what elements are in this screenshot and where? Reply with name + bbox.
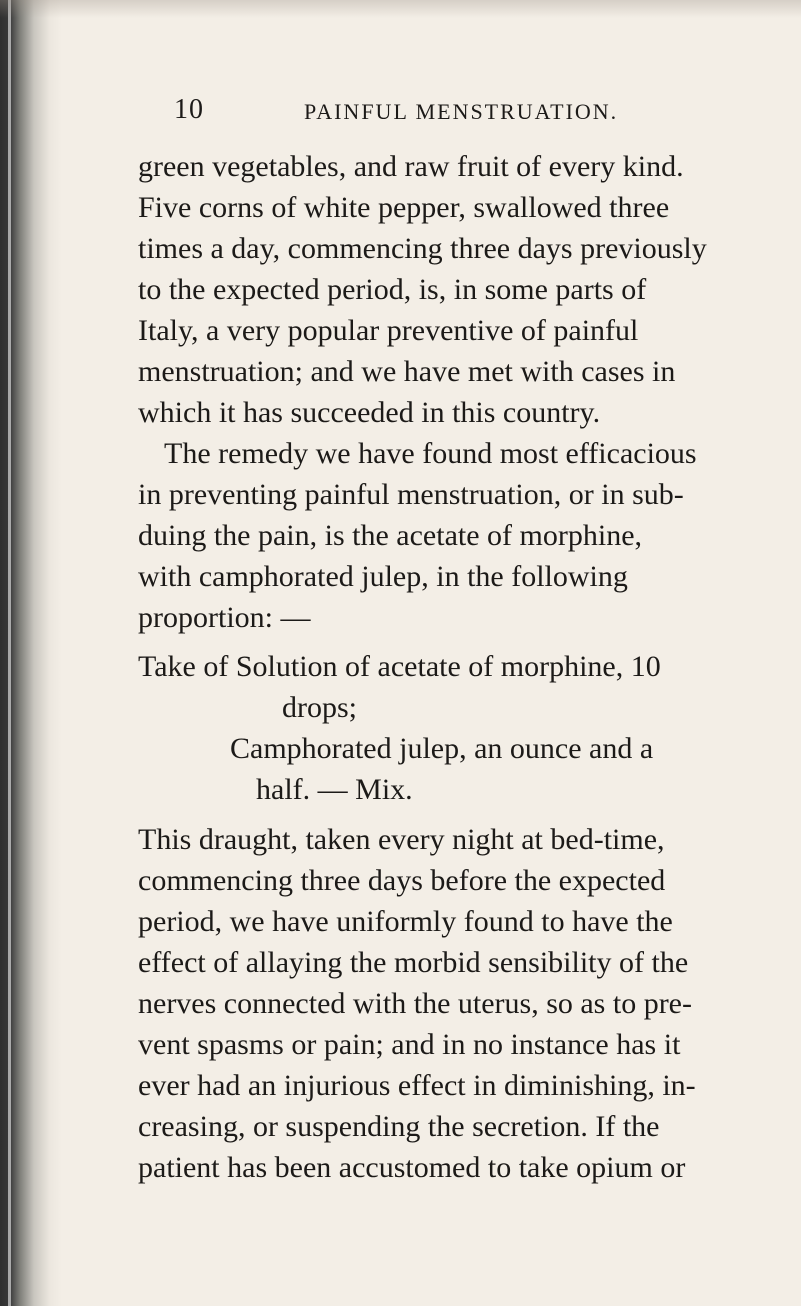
prescription-line: half. — Mix. [256, 773, 413, 806]
prescription-line: Camphorated julep, an ounce and a [230, 732, 654, 765]
text-line: ever had an injurious effect in diminishing, in- [138, 1069, 696, 1102]
text-line: with camphorated julep, in the following [138, 560, 628, 593]
text-line: Italy, a very popular preventive of painful [138, 314, 639, 347]
text-line: This draught, taken every night at bed-time, [138, 823, 665, 856]
text-line: The remedy we have found most efficacious [164, 437, 697, 470]
running-head: PAINFUL MENSTRUATION. [304, 99, 619, 124]
text-line: proportion: — [138, 601, 311, 634]
page-header [174, 94, 694, 130]
page-number: 10 [174, 94, 204, 125]
prescription-line: drops; [282, 691, 357, 724]
top-shadow [0, 0, 801, 18]
text-line: creasing, or suspending the secretion. If the [138, 1110, 660, 1143]
prescription-line: Take of Solution of acetate of morphine, 10 [138, 650, 661, 683]
text-line: which it has succeeded in this country. [138, 396, 601, 429]
text-line: green vegetables, and raw fruit of every kind. [138, 150, 684, 183]
text-line: commencing three days before the expected [138, 864, 666, 897]
text-line: vent spasms or pain; and in no instance has it [138, 1028, 681, 1061]
text-line: menstruation; and we have met with cases in [138, 355, 676, 388]
text-line: period, we have uniformly found to have the [138, 905, 673, 938]
text-line: times a day, commencing three days previously [138, 232, 707, 265]
text-line: to the expected period, is, in some parts of [138, 273, 647, 306]
text-line: nerves connected with the uterus, so as to pre- [138, 987, 692, 1020]
text-line: duing the pain, is the acetate of morphine, [138, 519, 643, 552]
text-line: patient has been accustomed to take opium or [138, 1151, 686, 1184]
text-line: Five corns of white pepper, swallowed three [138, 191, 670, 224]
spine-edge [8, 0, 11, 1306]
text-line: effect of allaying the morbid sensibility of the [138, 946, 689, 979]
text-line: in preventing painful menstruation, or in sub- [138, 478, 684, 511]
